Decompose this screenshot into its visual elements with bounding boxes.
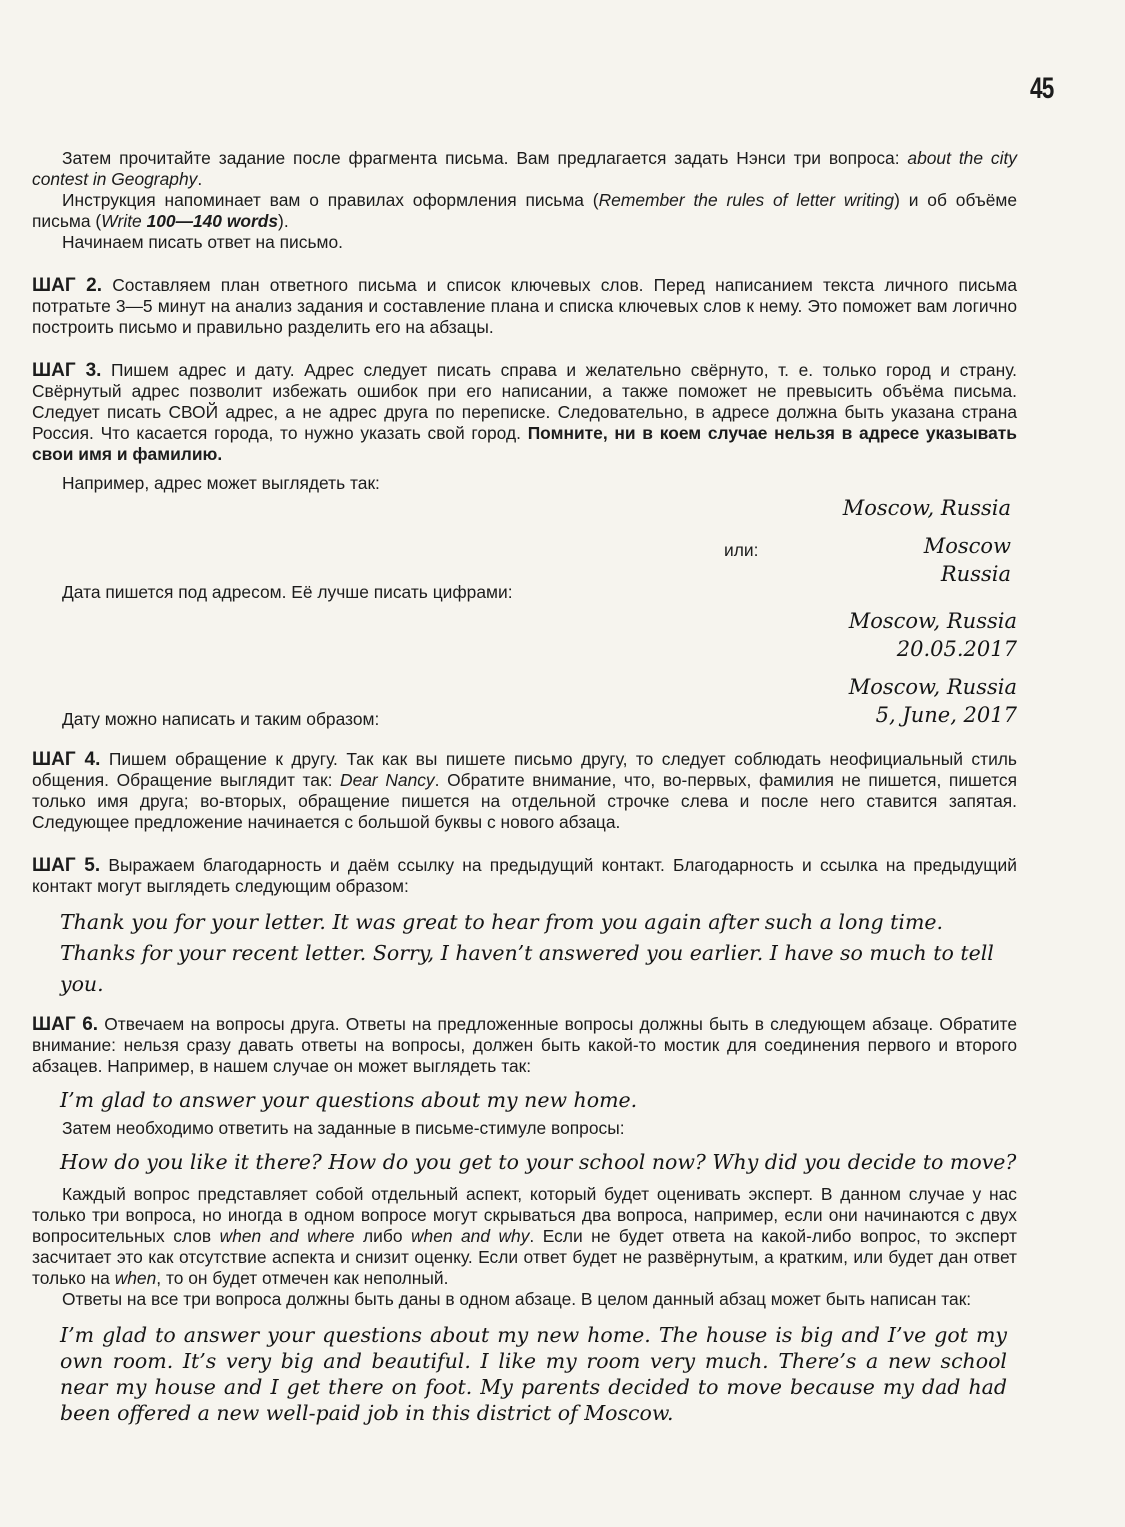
address-line: Moscow, Russia [848,675,1017,699]
address-example-2 [32,536,1017,564]
date-numeric: 20.05.2017 [896,637,1017,661]
intro-text: ) и об объёме письма ( [32,190,1017,231]
contest-topic: about the city contest in Geography [32,148,1017,189]
step-5 [32,855,1017,897]
intro-paragraph-1 [32,148,1017,190]
answers-intro: Ответы на все три вопроса должны быть даны в одном абзаце. В целом данный абзац может быть написан так: [62,1289,972,1309]
warning-text: Помните, ни в коем случае нельзя в адресе указывать свои имя и фамилию. [32,423,1017,464]
step-4 [32,749,1017,833]
step-text: Отвечаем на вопросы друга. Ответы на предложенные вопросы должны быть в следующем абзаце. Обратите внимание: нельзя сразу давать ответы на вопросы, должен быть какой-то мостик для соединения первого и второго абзацев. Например, в нашем случае он может выглядеть так: [32,1014,1017,1076]
step-3 [32,360,1017,465]
intro-text: Затем прочитайте задание после фрагмента письма. Вам предлагается задать Нэнси три вопроса: [62,148,900,168]
step-text: Составляем план ответного письма и список ключевых слов. Перед написанием текста личного письма потратьте 3—5 минут на анализ задания и составление плана и списка ключевых слов к нему. Это поможет вам логично построить письмо и правильно разделить его на абзацы. [32,275,1017,337]
date-example-2-date [32,705,1017,733]
questions-example: How do you like it there? How do you get to your school now? Why did you decide to move? [60,1150,1017,1174]
punct: ). [278,211,289,231]
intro-paragraph-2 [32,190,1017,232]
step-text: Пишем адрес и дату. Адрес следует писать справа и желательно свёрнуто, т. е. только город и страну. Свёрнутый адрес позволит избежать ошибок при его написании, а также поможет не превысить объёма письма. Следует писать СВОЙ адрес, а не адрес друга по переписке. Следовательно, в адресе должна быть указана страна Россия. Что касается города, то нужно указать свой город. [32,360,1017,443]
thanks-example-1: Thank you for your letter. It was great to hear from you again after such a long time. [60,910,944,934]
address-country: Russia [940,562,1011,586]
question-words: when and where [219,1226,355,1246]
address-example-intro: Например, адрес может выглядеть так: [62,473,380,493]
address-line: Moscow, Russia [842,496,1011,520]
rules-reminder: Remember the rules of letter writing [598,190,895,210]
page-content [32,148,1017,1426]
body-text: либо [363,1226,403,1246]
date-example-1 [32,611,1017,639]
sample-answer-paragraph: I’m glad to answer your questions about my new home. The house is big and I’ve got my own room. It’s very big and beautiful. I like my room very much. There’s a new school near my house and I get there on foot. My parents decided to move because my dad had been offered a new well-paid job in this district of Moscow. [60,1323,1007,1425]
step-label: ШАГ 5. [32,855,101,876]
step-text: . Обратите внимание, что, во-первых, фамилия не пишется, пишется только имя друга; во-вторых, обращение пишется на отдельной строчке слева и после него ставится запятая. Следующее предложение начинается с большой буквы с нового абзаца. [32,770,1017,832]
date-alt-intro: Дату можно написать и таким образом: [62,709,380,729]
or-label: или: [724,540,759,560]
date-words: 5, June, 2017 [875,703,1017,727]
body-text: Каждый вопрос представляет собой отдельный аспект, который будет оценивать эксперт. В данном случае у нас только три вопроса, но иногда в одном вопросе могут скрываться два вопроса, например, если они начинаются с двух вопросительных слов [32,1184,1017,1246]
greeting-example: Dear Nancy [340,770,435,790]
address-example-1 [32,498,1017,528]
step-label: ШАГ 6. [32,1014,99,1035]
word-limit: 100—140 words [146,211,279,231]
step-label: ШАГ 4. [32,749,101,770]
bridge-sentence: I’m glad to answer your questions about my new home. [60,1088,638,1112]
thanks-example-2: Thanks for your recent letter. Sorry, I haven’t answered you earlier. I have so much to tell you. [60,941,994,996]
date-example-2 [32,677,1017,705]
address-line: Moscow, Russia [848,609,1017,633]
body-text: . Если не будет ответа на какой-либо вопрос, то эксперт засчитает это как отсутствие аспекта и снизит оценку. Если ответ будет не развёрнутым, а кратким, или будет дан ответ только на [32,1226,1017,1288]
address-example-2-country [32,564,1017,592]
questions-intro: Затем необходимо ответить на заданные в письме-стимуле вопросы: [62,1118,625,1138]
question-word: when [114,1268,157,1288]
step-label: ШАГ 2. [32,275,103,296]
question-words: when and why [410,1226,530,1246]
step-text: Пишем обращение к другу. Так как вы пишете письмо другу, то следует соблюдать неофициальный стиль общения. Обращение выглядит так: [32,749,1017,790]
intro-text: Инструкция напоминает вам о правилах оформления письма ( [62,190,599,210]
page-number: 45 [1030,72,1054,105]
step-6 [32,1014,1017,1077]
aspect-explanation [32,1184,1017,1289]
punct: . [197,169,203,189]
address-city: Moscow [923,534,1011,558]
step-label: ШАГ 3. [32,360,102,381]
body-text: , то он будет отмечен как неполный. [156,1268,449,1288]
date-example-1-date [32,639,1017,677]
step-2 [32,275,1017,338]
intro-paragraph-3: Начинаем писать ответ на письмо. [62,232,343,252]
step-text: Выражаем благодарность и даём ссылку на предыдущий контакт. Благодарность и ссылка на предыдущий контакт могут выглядеть следующим образом: [32,855,1017,896]
word-limit-label: Write [101,211,142,231]
date-intro: Дата пишется под адресом. Её лучше писать цифрами: [62,582,513,602]
